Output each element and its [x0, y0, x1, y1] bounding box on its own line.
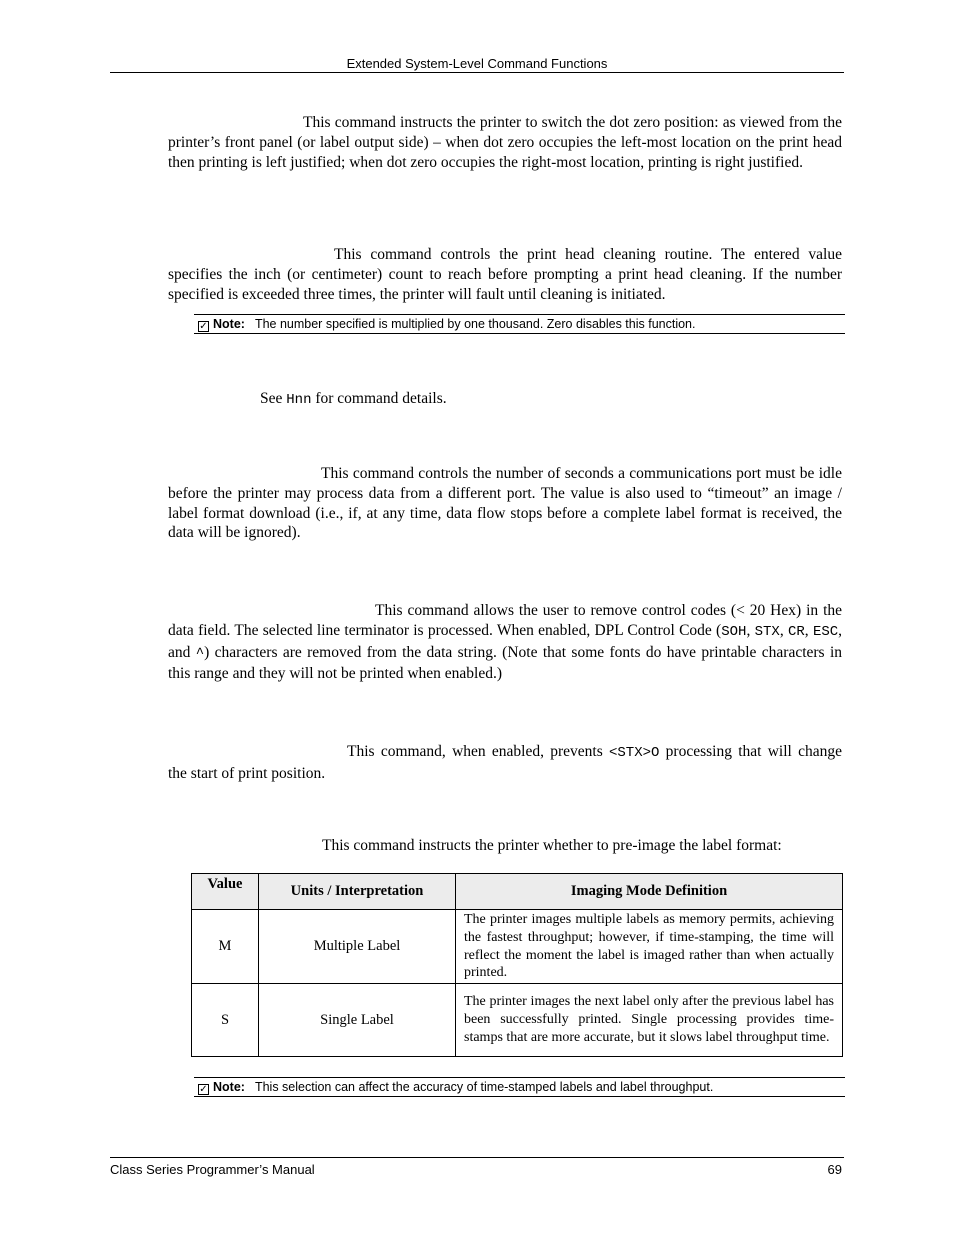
code-esc: ESC	[812, 623, 839, 640]
code-cr: CR	[787, 623, 805, 640]
note-label: Note:	[213, 317, 245, 331]
footer-manual-title: Class Series Programmer’s Manual	[110, 1162, 315, 1177]
timeout-paragraph: This command controls the number of seconds a communications port must be idle before the printer may process data from a different port. The value is also used to “timeout” an image / label format download (i.e., if, at any time, data flow stops before a complete label format is received, the data will be ignored).	[168, 465, 842, 542]
table-row	[192, 984, 843, 1057]
table-header-row	[192, 874, 843, 910]
note-box-imaging	[194, 1077, 845, 1097]
command-code: Hnn	[286, 392, 312, 408]
imaging-paragraph: This command instructs the printer whether to pre-image the label format:	[322, 837, 782, 854]
code-soh: SOH	[721, 623, 747, 640]
see-reference-paragraph	[168, 389, 842, 411]
note-text: This selection can affect the accuracy of time-stamped labels and label throughput.	[254, 1080, 714, 1094]
checkbox-icon: ✓	[199, 1084, 208, 1095]
separator: ,	[746, 621, 755, 639]
note-text: The number specified is multiplied by one thousand. Zero disables this function.	[254, 317, 696, 331]
cell-units: Single Label	[259, 984, 456, 1057]
cell-value: M	[192, 910, 259, 984]
cell-units: Multiple Label	[259, 910, 456, 984]
header-divider	[110, 72, 844, 73]
separator: ,	[804, 621, 813, 639]
code-caret: ^	[195, 645, 205, 662]
text-run: This command allows the user to remove control codes (< 20 Hex) in the data field. The selected line terminator is processed. When enabled, DPL Control Code (	[168, 602, 842, 639]
running-header: Extended System-Level Command Functions	[346, 56, 608, 71]
cell-definition: The printer images the next label only after the previous label has been successfully printed. Single processing provides time-stamps that are more accurate, but it slows label throughput time.	[456, 984, 843, 1057]
note-box-cleaning	[194, 314, 845, 334]
imaging-mode-table	[191, 873, 843, 1057]
see-text: See	[260, 390, 287, 407]
column-header-definition: Imaging Mode Definition	[456, 874, 843, 910]
text-run: This command, when enabled, prevents	[347, 743, 609, 760]
see-text-end: for command details.	[311, 390, 447, 407]
separator: ,	[779, 621, 788, 639]
cleaning-paragraph: This command controls the print head cleaning routine. The entered value specifies the inch (or centimeter) count to reach before prompting a print head cleaning. If the number specified is exceeded three times, the printer will fault until cleaning is initiated.	[168, 246, 842, 303]
column-header-value: Value	[192, 874, 259, 910]
cell-definition: The printer images multiple labels as memory permits, achieving the fastest throughput; however, if time-stamping, the time will reflect the moment the label is imaged rather than when actually printed.	[456, 910, 843, 984]
checkbox-icon: ✓	[199, 321, 208, 332]
dot-zero-paragraph: This command instructs the printer to switch the dot zero position: as viewed from the printer’s front panel (or label output side) – when dot zero occupies the left-most location on the print head then printing is left justified; when dot zero occupies the right-most location, printing is right justified.	[168, 114, 842, 171]
footer-divider	[110, 1157, 844, 1158]
page-number: 69	[827, 1162, 842, 1177]
note-label: Note:	[213, 1080, 245, 1094]
column-header-units: Units / Interpretation	[259, 874, 456, 910]
table-row	[192, 910, 843, 984]
command-code: <STX>O	[609, 745, 660, 761]
text-run: processing that will change the start of print position.	[168, 743, 842, 782]
code-stx: STX	[754, 623, 780, 640]
cell-value: S	[192, 984, 259, 1057]
control-codes-paragraph	[168, 601, 842, 684]
separator: , and	[168, 621, 843, 661]
text-run: ) characters are removed from the data string. (Note that some fonts do have printable characters in this range and they will not be printed when enabled.)	[168, 643, 842, 683]
start-of-print-paragraph	[168, 742, 842, 784]
